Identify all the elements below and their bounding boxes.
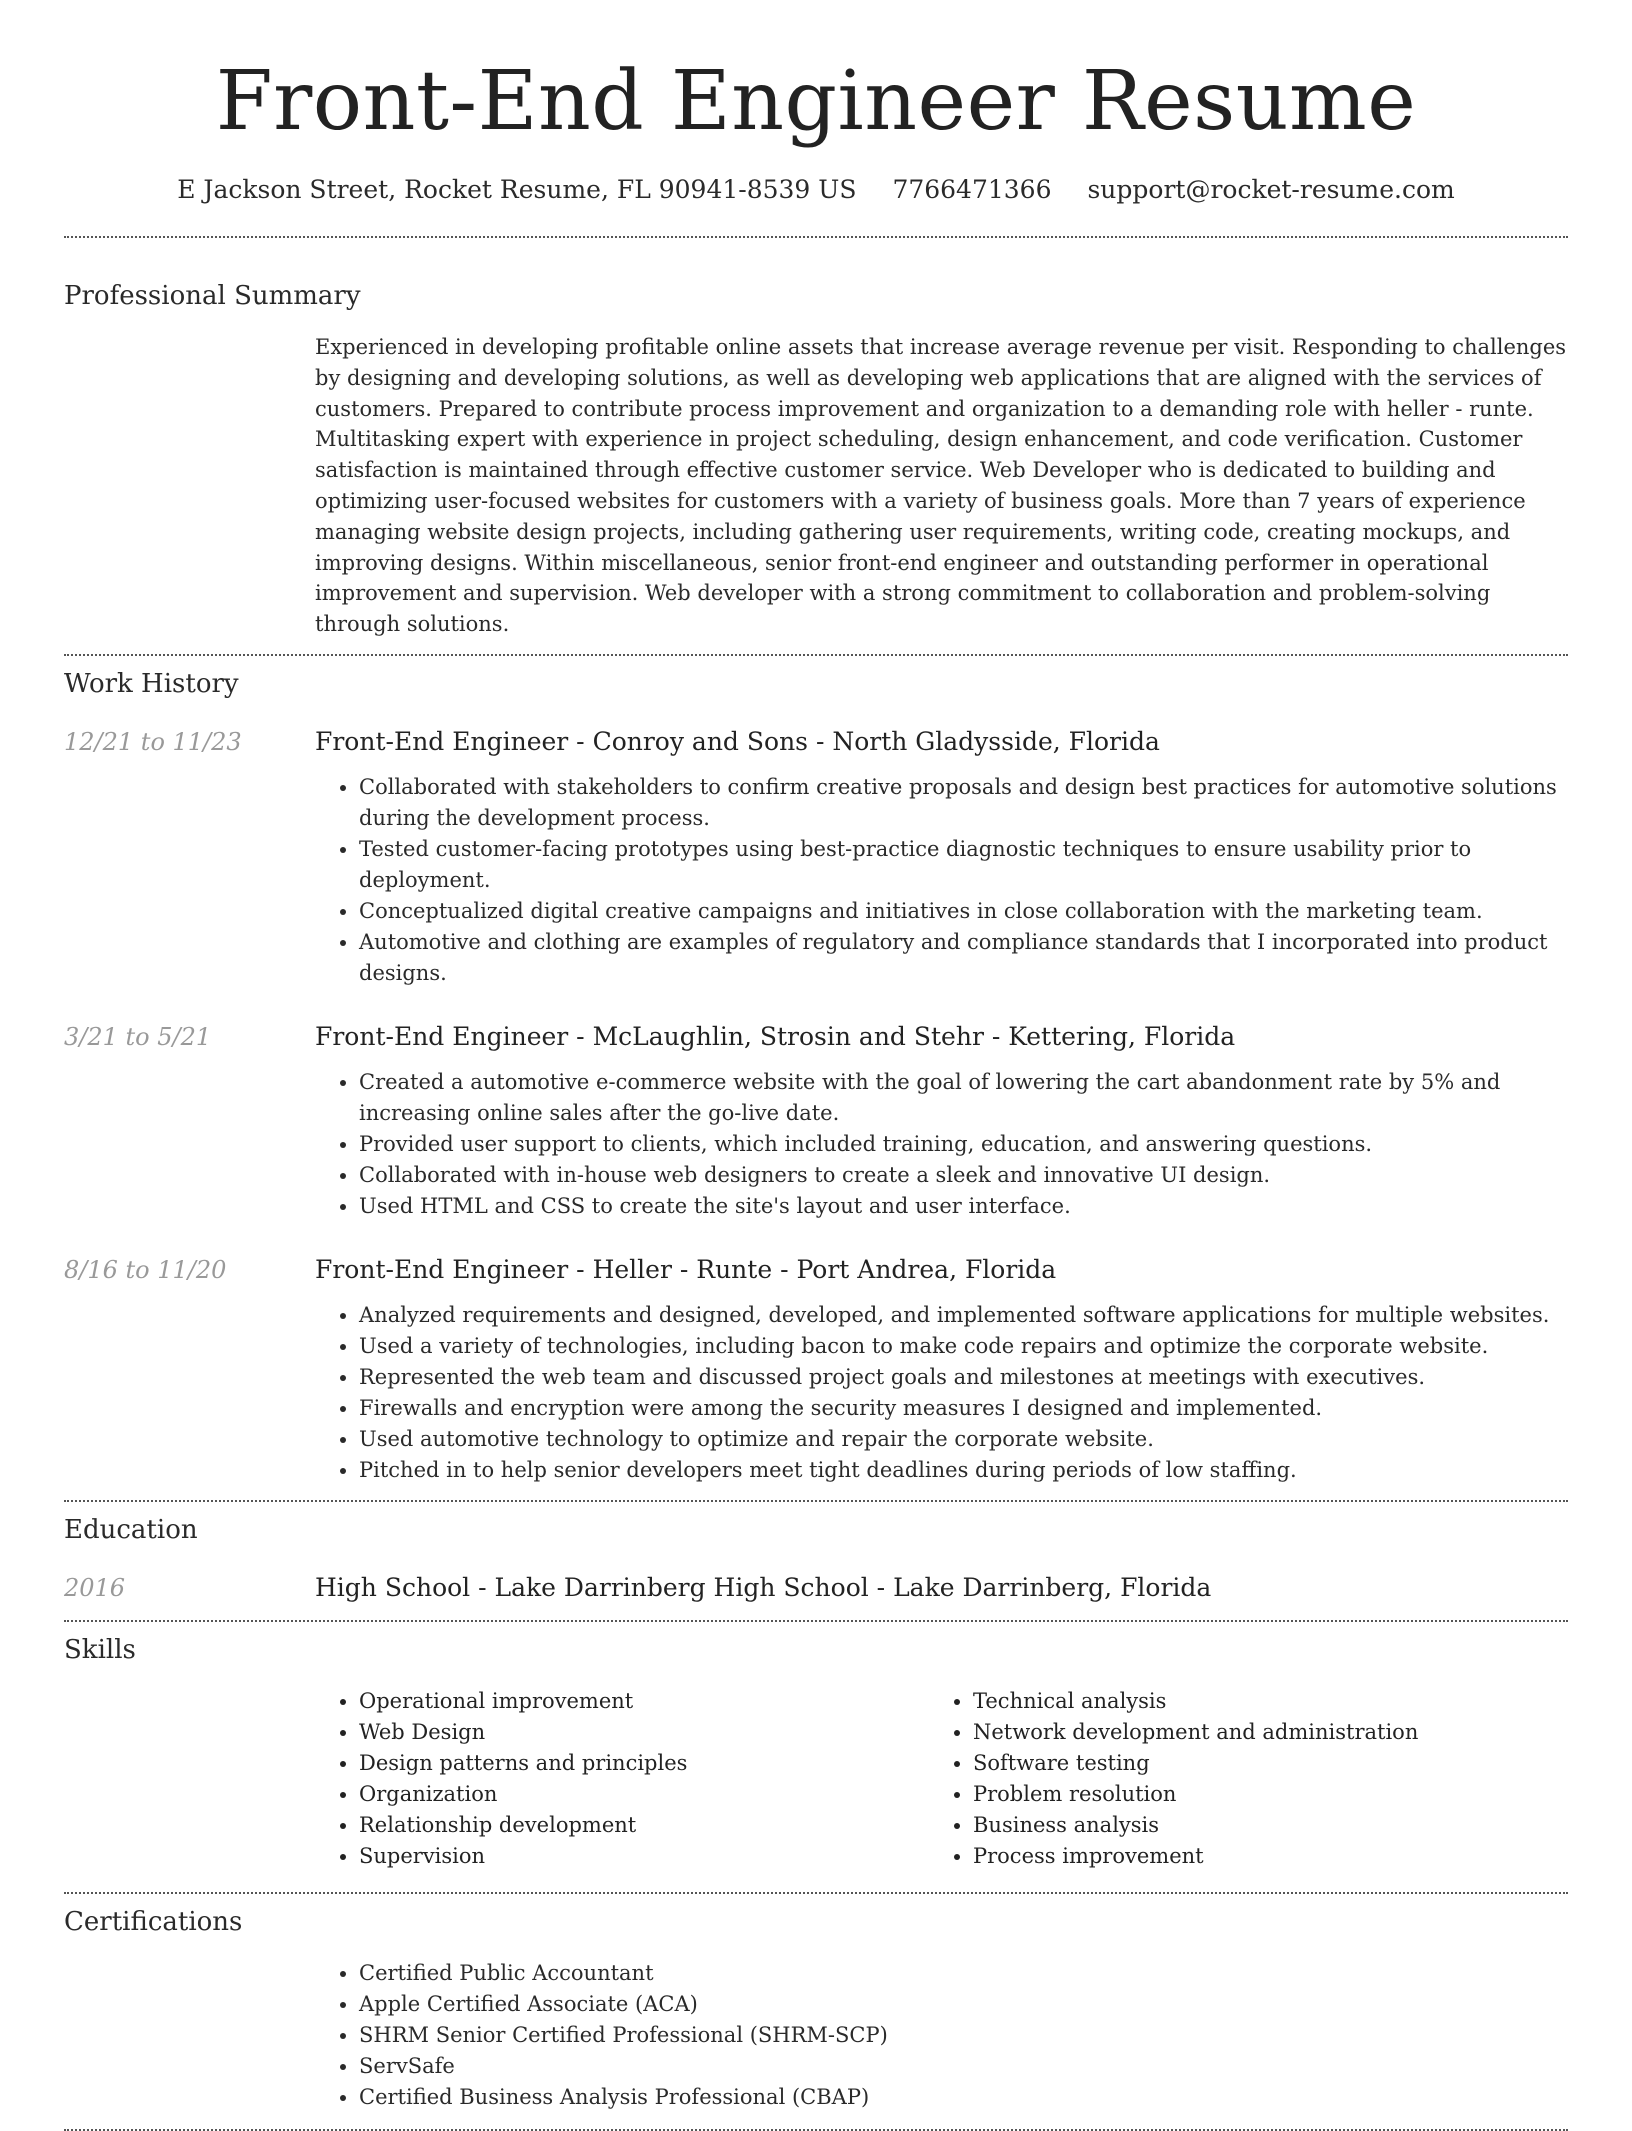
education-year: 2016: [64, 1573, 126, 1602]
certifications-list: [64, 1958, 1568, 2113]
job-dates: 12/21 to 11/23: [64, 727, 242, 756]
contact-line: [64, 172, 1568, 208]
list-item: • Technical analysis: [973, 1686, 1493, 1717]
list-item: • Certified Public Accountant: [359, 1958, 1568, 1989]
list-item: • Firewalls and encryption were among the security measures I designed and implemented.: [359, 1393, 1568, 1424]
job-title: Front-End Engineer - McLaughlin, Strosin and Stehr - Kettering, Florida: [315, 1021, 1236, 1051]
job-bullets: [64, 1300, 1568, 1486]
list-item: • Collaborated with in-house web designers to create a sleek and innovative UI design.: [359, 1160, 1568, 1191]
list-item: • Problem resolution: [973, 1779, 1493, 1810]
job-dates: 8/16 to 11/20: [64, 1255, 227, 1284]
contact-email: support@rocket-resume.com: [1087, 175, 1455, 204]
list-item: • Tested customer-facing prototypes using best-practice diagnostic techniques to ensure usability prior to deployment.: [359, 834, 1568, 896]
list-item: • Provided user support to clients, which included training, education, and answering questions.: [359, 1129, 1568, 1160]
list-item: • ServSafe: [359, 2051, 1568, 2082]
list-item: • Automotive and clothing are examples of regulatory and compliance standards that I incorporated into product designs.: [359, 927, 1568, 989]
section-title-education: Education: [64, 1514, 198, 1545]
job-entry: [64, 1252, 1568, 1486]
list-item: • Apple Certified Associate (ACA): [359, 1989, 1568, 2020]
list-item: • Used HTML and CSS to create the site's layout and user interface.: [359, 1191, 1568, 1222]
job-title: Front-End Engineer - Heller - Runte - Port Andrea, Florida: [315, 1254, 1057, 1284]
section-divider: [64, 1620, 1568, 1622]
list-item: • Supervision: [359, 1841, 929, 1872]
section-title-work: Work History: [64, 668, 239, 699]
resume-title: Front-End Engineer Resume: [215, 54, 1417, 149]
list-item: • Operational improvement: [359, 1686, 929, 1717]
job-title: Front-End Engineer - Conroy and Sons - North Gladysside, Florida: [315, 726, 1160, 756]
list-item: • Software testing: [973, 1748, 1493, 1779]
list-item: • Represented the web team and discussed project goals and milestones at meetings with executives.: [359, 1362, 1568, 1393]
list-item: • Process improvement: [973, 1841, 1493, 1872]
list-item: • Relationship development: [359, 1810, 929, 1841]
skills-column-right: [929, 1686, 1493, 1872]
contact-phone: 7766471366: [892, 175, 1052, 204]
list-item: • Analyzed requirements and designed, developed, and implemented software applications for multiple websites.: [359, 1300, 1568, 1331]
list-item: • SHRM Senior Certified Professional (SHRM-SCP): [359, 2020, 1568, 2051]
job-entry: [64, 724, 1568, 989]
list-item: • Organization: [359, 1779, 929, 1810]
list-item: • Design patterns and principles: [359, 1748, 929, 1779]
job-bullets: [64, 1067, 1568, 1222]
skills-list: [315, 1686, 1568, 1872]
list-item: • Created a automotive e-commerce website with the goal of lowering the cart abandonment rate by 5% and increasing online sales after the go-live date.: [359, 1067, 1568, 1129]
section-divider: [64, 236, 1568, 238]
education-detail: High School - Lake Darrinberg High School - Lake Darrinberg, Florida: [315, 1572, 1212, 1602]
education-entry: [64, 1570, 1568, 1606]
list-item: • Business analysis: [973, 1810, 1493, 1841]
list-item: • Collaborated with stakeholders to confirm creative proposals and design best practices for automotive solutions during the development process.: [359, 772, 1568, 834]
resume-page: [64, 0, 1568, 2131]
section-divider: [64, 654, 1568, 656]
job-entry: [64, 1019, 1568, 1222]
summary-text: Experienced in developing profitable online assets that increase average revenue per visit. Responding to challenges by designing and developing solutions, as well as developing web applications that are aligned with the services of customers. Prepared to contribute process improvement and organization to a demanding role with heller - runte. Multitasking expert with experience in project scheduling, design enhancement, and code verification. Customer satisfaction is maintained through effective customer service. Web Developer who is dedicated to building and optimizing user-focused websites for customers with a variety of business goals. More than 7 years of experience managing website design projects, including gathering user requirements, writing code, creating mockups, and improving designs. Within miscellaneous, senior front-end engineer and outstanding performer in operational improvement and supervision. Web developer with a strong commitment to collaboration and problem-solving through solutions.: [315, 335, 1567, 637]
section-title-summary: Professional Summary: [64, 281, 361, 311]
list-item: • Conceptualized digital creative campaigns and initiatives in close collaboration with the marketing team.: [359, 896, 1568, 927]
job-dates: 3/21 to 5/21: [64, 1022, 212, 1051]
section-title-skills: Skills: [64, 1634, 136, 1665]
section-divider: [64, 1500, 1568, 1502]
list-item: • Certified Business Analysis Professional (CBAP): [359, 2082, 1568, 2113]
section-title-certifications: Certifications: [64, 1906, 243, 1937]
job-bullets: [64, 772, 1568, 989]
list-item: • Network development and administration: [973, 1717, 1493, 1748]
list-item: • Pitched in to help senior developers meet tight deadlines during periods of low staffing.: [359, 1455, 1568, 1486]
list-item: • Used a variety of technologies, including bacon to make code repairs and optimize the corporate website.: [359, 1331, 1568, 1362]
list-item: • Used automotive technology to optimize and repair the corporate website.: [359, 1424, 1568, 1455]
skills-column-left: [315, 1686, 929, 1872]
list-item: • Web Design: [359, 1717, 929, 1748]
section-divider: [64, 1892, 1568, 1894]
contact-address: E Jackson Street, Rocket Resume, FL 90941-8539 US: [177, 175, 857, 204]
